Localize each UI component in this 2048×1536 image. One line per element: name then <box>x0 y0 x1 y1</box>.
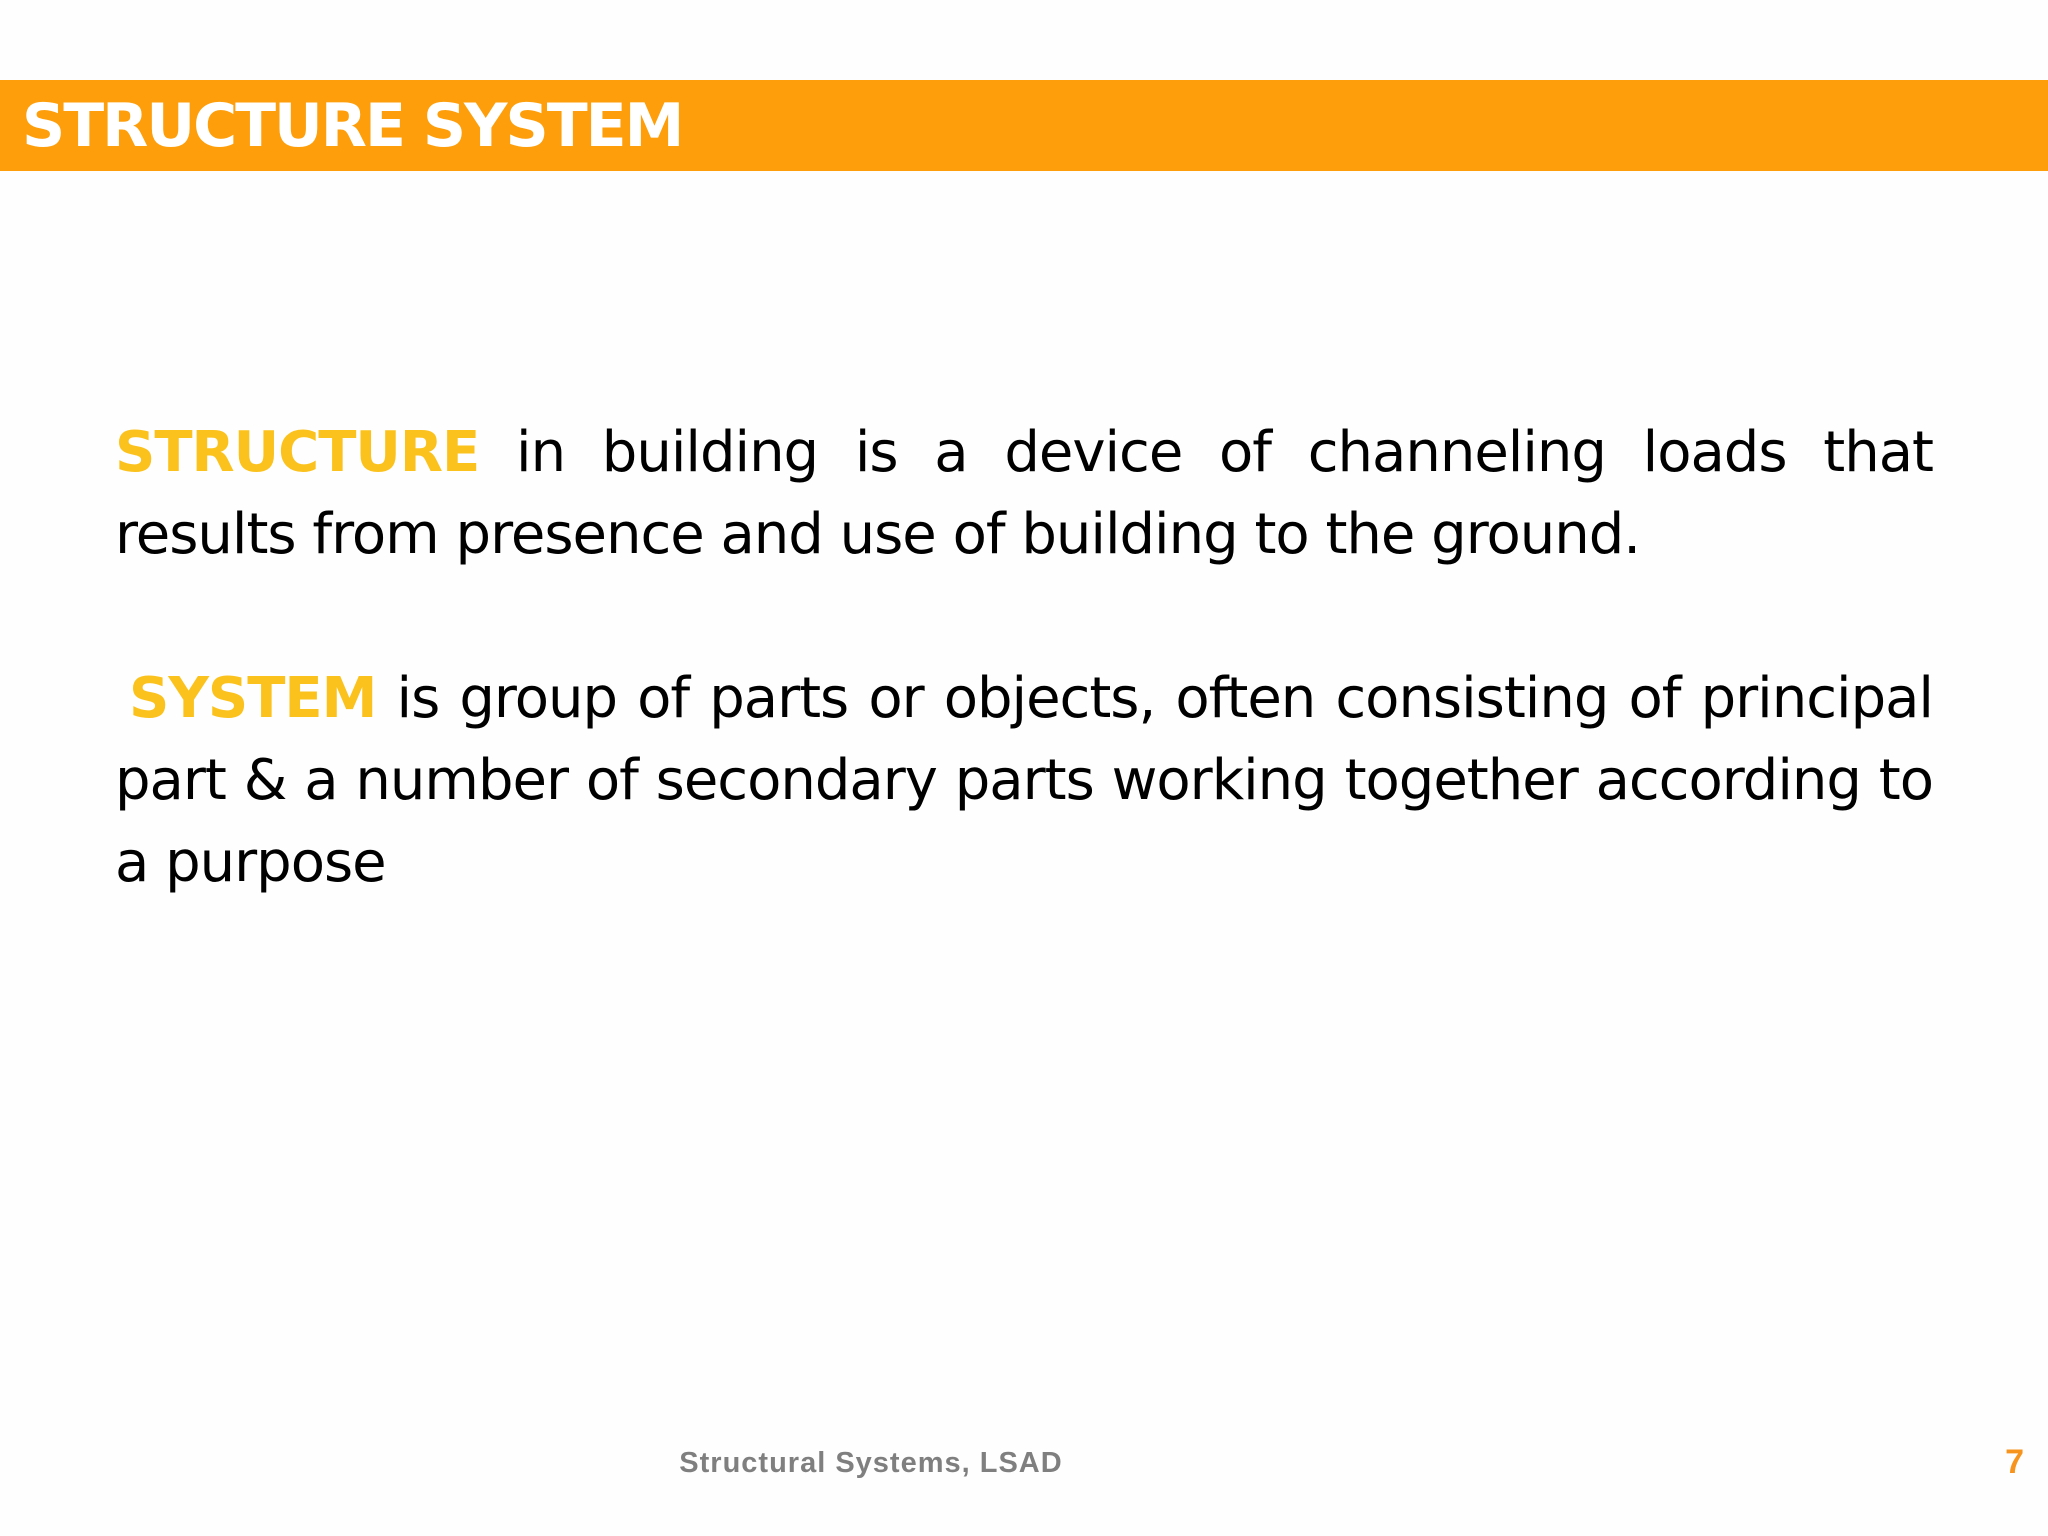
definition-system <box>115 658 1933 904</box>
page-number: 7 <box>2005 1443 2024 1481</box>
definition-structure <box>115 412 1933 576</box>
title-band <box>0 80 2048 171</box>
keyword-system: SYSTEM <box>129 666 377 731</box>
keyword-structure: STRUCTURE <box>115 420 480 485</box>
slide-title: STRUCTURE SYSTEM <box>22 91 683 161</box>
definition-structure-text: in building is a device of channeling loads that results from presence and use of building to the ground. <box>115 420 1933 567</box>
definition-system-text: is group of parts or objects, often consisting of principal part & a number of secondary parts working together according to a purpose <box>115 666 1933 895</box>
footer-text: Structural Systems, LSAD <box>679 1447 1063 1479</box>
